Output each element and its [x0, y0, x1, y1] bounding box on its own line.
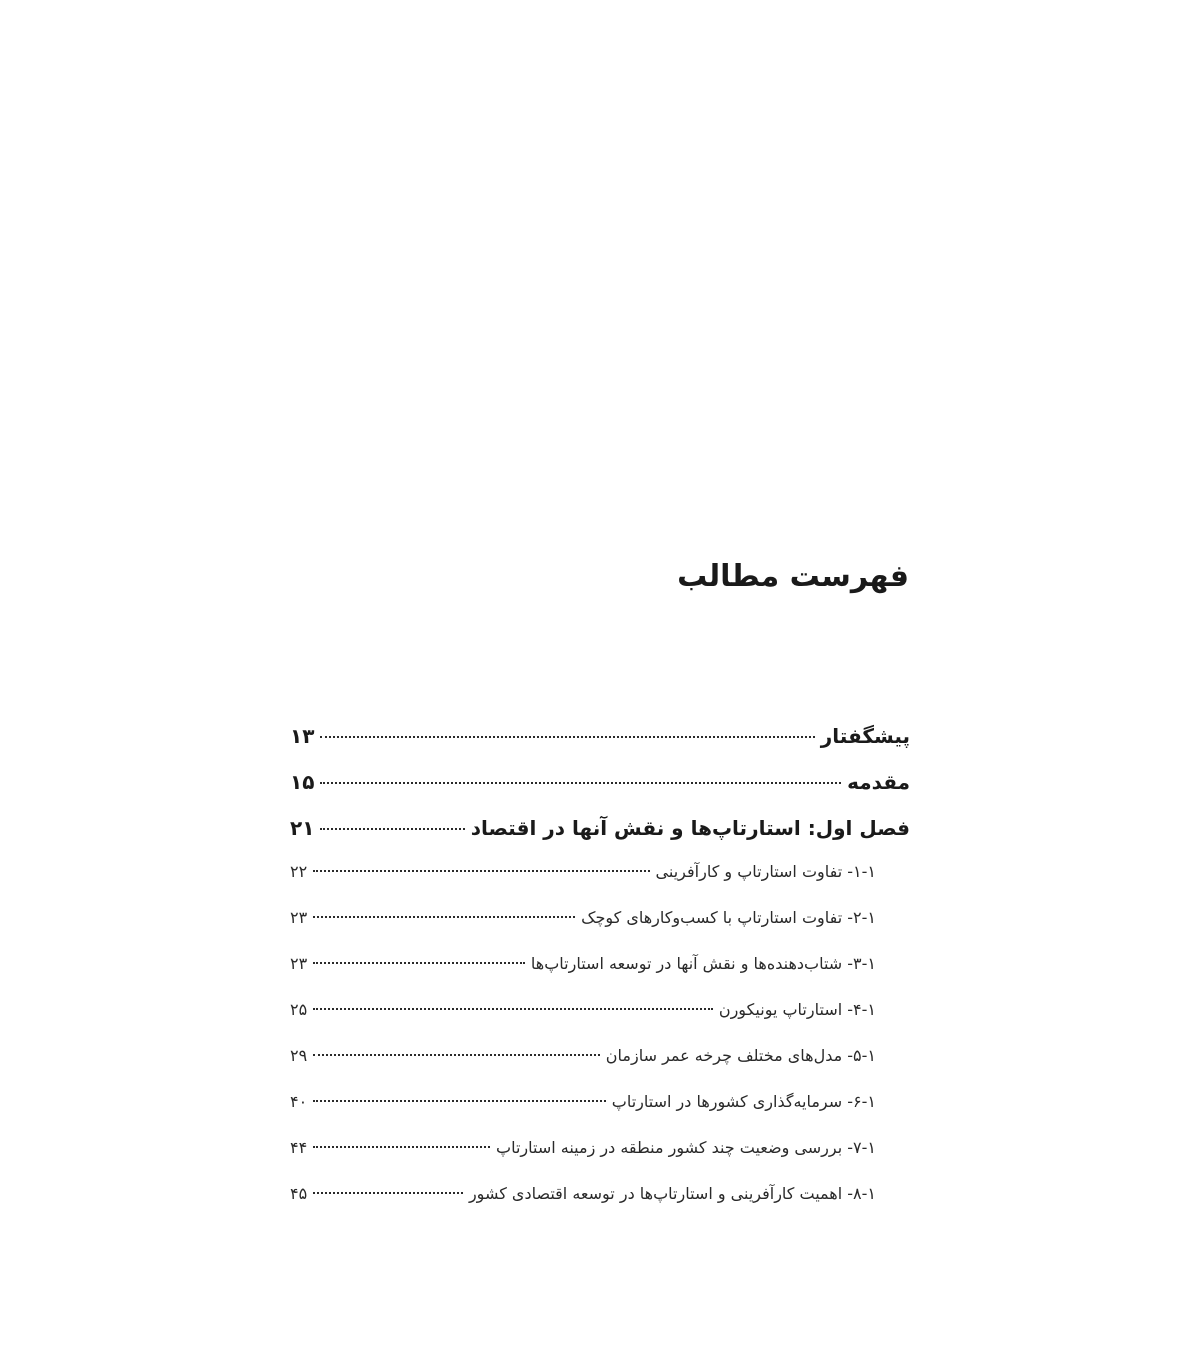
- toc-entry-label: ۷-۱- بررسی وضعیت چند کشور منطقه در زمینه استارتاپ: [496, 1138, 876, 1157]
- toc-entry[interactable]: [290, 954, 910, 1000]
- dot-leader: [313, 962, 525, 964]
- toc-entry[interactable]: [290, 1092, 910, 1138]
- toc-entry-page: ۴۵: [290, 1184, 308, 1203]
- dot-leader: [313, 1192, 463, 1194]
- dot-leader: [313, 916, 575, 918]
- dot-leader: [313, 1054, 600, 1056]
- toc-entry[interactable]: [290, 724, 910, 770]
- toc-entry-page: ۲۳: [290, 954, 308, 973]
- toc-entry-page: ۲۲: [290, 862, 308, 881]
- toc-entry-label: مقدمه: [847, 770, 910, 794]
- dot-leader: [320, 736, 814, 738]
- dot-leader: [320, 828, 464, 830]
- toc-entry-label: ۶-۱- سرمایه‌گذاری کشورها در استارتاپ: [611, 1092, 876, 1111]
- toc-entry-page: ۲۹: [290, 1046, 308, 1065]
- toc-entry-page: ۲۵: [290, 1000, 308, 1019]
- toc-entry-label: ۴-۱- استارتاپ یونیکورن: [718, 1000, 876, 1019]
- toc-entry[interactable]: [290, 1000, 910, 1046]
- toc-entry[interactable]: [290, 1046, 910, 1092]
- dot-leader: [313, 1008, 713, 1010]
- toc-entry-page: ۲۱: [290, 816, 315, 840]
- toc-entry[interactable]: [290, 908, 910, 954]
- toc-entry[interactable]: [290, 816, 910, 862]
- dot-leader: [313, 1100, 606, 1102]
- toc-entry-page: ۲۳: [290, 908, 308, 927]
- toc-entry-page: ۱۵: [290, 770, 315, 794]
- toc-entry-page: ۱۳: [290, 724, 315, 748]
- toc-entry[interactable]: [290, 770, 910, 816]
- toc-list: [290, 724, 910, 1230]
- toc-entry-label: ۳-۱- شتاب‌دهنده‌ها و نقش آنها در توسعه استارتاپ‌ها: [530, 954, 876, 973]
- dot-leader: [313, 870, 649, 872]
- toc-title: فهرست مطالب: [677, 559, 909, 594]
- toc-entry-page: ۴۰: [290, 1092, 308, 1111]
- toc-entry[interactable]: [290, 1184, 910, 1230]
- toc-entry-label: ۱-۱- تفاوت استارتاپ و کارآفرینی: [655, 862, 876, 881]
- dot-leader: [313, 1146, 490, 1148]
- toc-entry-label: ۲-۱- تفاوت استارتاپ با کسب‌وکارهای کوچک: [581, 908, 876, 927]
- dot-leader: [320, 782, 841, 784]
- toc-entry[interactable]: [290, 862, 910, 908]
- toc-entry-page: ۴۴: [290, 1138, 308, 1157]
- toc-entry-label: پیشگفتار: [820, 724, 910, 748]
- toc-entry-label: فصل اول: استارتاپ‌ها و نقش آنها در اقتصاد: [470, 816, 910, 840]
- toc-entry[interactable]: [290, 1138, 910, 1184]
- toc-entry-label: ۸-۱- اهمیت کارآفرینی و استارتاپ‌ها در توسعه اقتصادی کشور: [468, 1184, 876, 1203]
- toc-entry-label: ۵-۱- مدل‌های مختلف چرخه عمر سازمان: [605, 1046, 876, 1065]
